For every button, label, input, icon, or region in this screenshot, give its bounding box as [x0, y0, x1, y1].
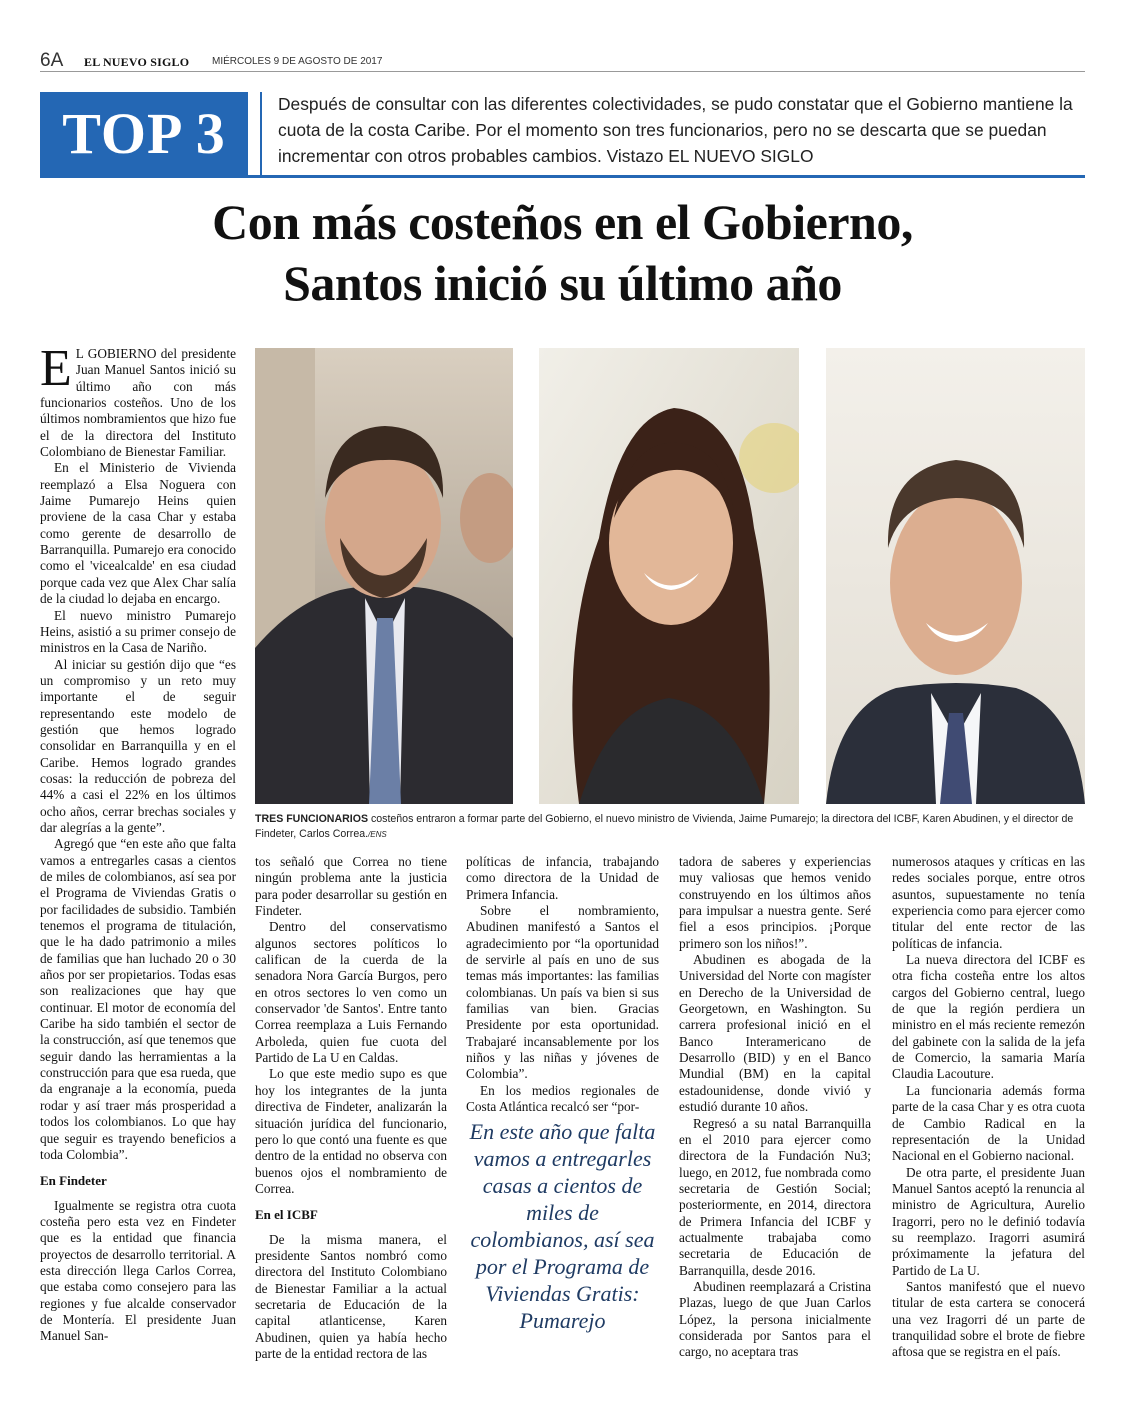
article-paragraph: La funcionaria además forma parte de la casa Char y es otra cuota de Cambio Radical en la representación de la Unidad Nacional en el Gobierno nacional.	[892, 1082, 1085, 1164]
article-column-3	[466, 854, 659, 1116]
banner-divider	[260, 92, 262, 176]
photo-correa	[826, 348, 1085, 804]
portrait-woman-image	[539, 348, 799, 804]
headline-line-1: Con más costeños en el Gobierno,	[212, 194, 913, 250]
photo-abudinen	[539, 348, 799, 804]
photo-caption	[255, 812, 1085, 842]
subhead-icbf: En el ICBF	[255, 1207, 318, 1223]
banner-rule	[40, 175, 1085, 178]
article-paragraph: El nuevo ministro Pumarejo Heins, asistió a su primer consejo de ministros en la Casa de Nariño.	[40, 607, 236, 656]
article-paragraph: Abudinen reemplazará a Cristina Plazas, luego de que Juan Carlos López, la persona inicialmente considerada por Santos para el cargo, no aceptara tras	[679, 1278, 871, 1360]
article-paragraph: Igualmente se registra otra cuota costeña pero esta vez en Findeter que es la entidad que financia proyectos de desarrollo territorial. A esta dirección llega Carlos Correa, que estaba como consejero para las regiones y fue alcalde conservador de Montería. El presidente Juan Manuel San-	[40, 1197, 236, 1344]
article-paragraph: De otra parte, el presidente Juan Manuel Santos aceptó la renuncia al ministro de Agricultura, Aurelio Iragorri, pero no le definió todavía su reemplazo. Iragorri asumirá próximamente la jefatura del Partido de La U.	[892, 1164, 1085, 1278]
page-number: 6A	[40, 50, 64, 71]
article-paragraph: Al iniciar su gestión dijo que “es un compromiso y un reto muy importante el de seguir representando este modelo de gestión que hemos logrado consolidar en Barranquilla y en el Caribe. Hemos logrado grandes cosas: la reducción de pobreza del 44% a casi el 22% en los últimos ocho años, cerrar brechas sociales y dar alegrías a la gente”.	[40, 656, 236, 835]
top3-label: TOP 3	[62, 101, 226, 166]
photo-pumarejo	[255, 348, 513, 804]
caption-text: costeños entraron a formar parte del Gobierno, el nuevo ministro de Vivienda, Jaime Pumarejo; la directora del ICBF, Karen Abudinen, y el director de Findeter, Carlos Correa.	[255, 813, 1074, 840]
top3-badge	[40, 92, 248, 176]
article-paragraph: tadora de saberes y experiencias muy valiosas que hemos venido construyendo en los últimos años para impulsar a nuestra gente. Seré fiel a esos principios. ¡Porque primero son los niños!”.	[679, 854, 871, 951]
article-paragraph: En el Ministerio de Vivienda reemplazó a Elsa Noguera con Jaime Pumarejo Heins quien proviene de la casa Char y estaba como gerente de desarrollo de Barranquilla. Pumarejo era conocido como el 'vicealcalde' en esa ciudad porque cada vez que Alex Char salía de la ciudad lo dejaba en encargo.	[40, 460, 236, 607]
drop-cap: E	[40, 340, 72, 397]
article-paragraph: Lo que este medio supo es que hoy los integrantes de la junta directiva de Findeter, analizarán la situación jurídica del funcionario, pero lo que contó una fuente es que dentro de la entidad no observa con buenos ojos el nombramiento de Correa.	[255, 1066, 447, 1196]
caption-credit: /ENS	[368, 830, 387, 839]
headline-line-2: Santos inició su último año	[283, 255, 842, 311]
article-column-2	[255, 854, 447, 1362]
banner-intro-text: Después de consultar con las diferentes colectividades, se pudo constatar que el Gobierno mantiene la cuota de la costa Caribe. Por el momento son tres funcionarios, pero no se descarta que se puedan incrementar con otros probables cambios. Vistazo EL NUEVO SIGLO	[278, 94, 1073, 166]
article-paragraph: Abudinen es abogada de la Universidad del Norte con magíster en Derecho de la Universidad de Georgetown, en Washington. Su carrera profesional inició en el Banco Interamericano de Desarrollo (BID) y en el Banco Mundial (BM) en la capital estadounidense, donde vivió y estudió durante 10 años.	[679, 952, 871, 1115]
article-paragraph: De la misma manera, el presidente Santos nombró como directora del Instituto Colombiano de Bienestar Familiar a la actual secretaria de Educación de la capital atlanticense, Karen Abudinen, quien ya había hecho parte de la entidad rectora de las	[255, 1231, 447, 1361]
portrait-man-1-image	[255, 348, 513, 804]
newspaper-name: EL NUEVO SIGLO	[84, 55, 190, 69]
article-paragraph: Dentro del conservatismo algunos sectores políticos lo califican de la cuerda de la senadora Nora García Burgos, pero en otros sectores lo ven como un conservador 'de Santos'. Entre tanto Correa reemplaza a Luis Fernando Arboleda, quien fue cuota del Partido de La U en Caldas.	[255, 919, 447, 1066]
caption-lead: TRES FUNCIONARIOS	[255, 813, 369, 825]
article-paragraph: Agregó que “en este año que falta vamos a entregarles casas a cientos de miles de colombianos, así sea por el Programa de Viviendas Gratis o por facilidades de subsidio. También tenemos el programa de titulación, que le ha dado patrimonio a miles de familias que han luchado 20 o 30 años por ser propietarios. Todas esas son realizaciones que hay que continuar. El motor de economía del Caribe ha sido también el sector de la construcción, así que tenemos que seguir dando las herramientas a la construcción para que esa rueda, que da engranaje a la economía, pueda rodar y así traer más prosperidad a todos los colombianos. Lo que hay que seguir es trayendo beneficios a toda Colombia”.	[40, 836, 236, 1162]
portrait-man-2-image	[826, 348, 1085, 804]
article-paragraph: tos señaló que Correa no tiene ningún problema ante la justicia para poder desarrollar su gestión en Findeter.	[255, 854, 447, 919]
headline	[40, 192, 1085, 314]
pull-quote: En este año que falta vamos a entregarles casas a cientos de miles de colombianos, así sea por el Programa de Viviendas Gratis: Pumarejo	[469, 1119, 656, 1333]
article-column-5	[892, 854, 1085, 1361]
publication-date: MIÉRCOLES 9 DE AGOSTO DE 2017	[212, 56, 383, 67]
article-paragraph: Santos manifestó que el nuevo titular de esta cartera se conocerá una vez Iragorri dé un parte de tranquilidad sobre el brote de fiebre aftosa que se registra en el país.	[892, 1278, 1085, 1360]
article-paragraph: Sobre el nombramiento, Abudinen manifestó a Santos el agradecimiento por “la oportunidad de servirle al país en uno de sus temas más importantes: las familias colombianas. Un país va bien si sus familias van bien. Gracias Presidente por esta oportunidad. Trabajaré incansablemente por los niños y las niñas y jóvenes de Colombia”.	[466, 903, 659, 1082]
subhead-findeter: En Findeter	[40, 1173, 107, 1189]
article-paragraph: E L GOBIERNO del presidente Juan Manuel Santos inició su último año con más funcionarios costeños. Uno de los últimos nombramientos que hizo fue el de la directora del Instituto Colombiano de Bienestar Familiar.	[40, 340, 236, 460]
article-paragraph: políticas de infancia, trabajando como directora de la Unidad de Primera Infancia.	[466, 854, 659, 902]
article-paragraph: En los medios regionales de Costa Atlántica recalcó ser “por-	[466, 1082, 659, 1115]
article-column-4	[679, 854, 871, 1361]
article-column-1	[40, 340, 236, 1345]
article-paragraph: La nueva directora del ICBF es otra ficha costeña entre los altos cargos del Gobierno central, luego de que la región perdiera un ministro en el más reciente remezón del gabinete con la salida de la jefa de Comercio, la samaria María Claudia Lacouture.	[892, 952, 1085, 1082]
page-header	[40, 50, 1085, 72]
article-paragraph: numerosos ataques y críticas en las redes sociales porque, entre otros asuntos, supuestamente no tenía experiencia como para ejercer como titular del ente rector de las políticas de infancia.	[892, 854, 1085, 951]
article-paragraph: Regresó a su natal Barranquilla en el 2010 para ejercer como directora de la Fundación Nu3; luego, en 2012, fue nombrada como secretaria de Gestión Social; posteriormente, en 2014, directora de Primera Infancia del ICBF y actualmente trabajaba como secretaria de Educación de Barranquilla, desde 2016.	[679, 1115, 871, 1278]
